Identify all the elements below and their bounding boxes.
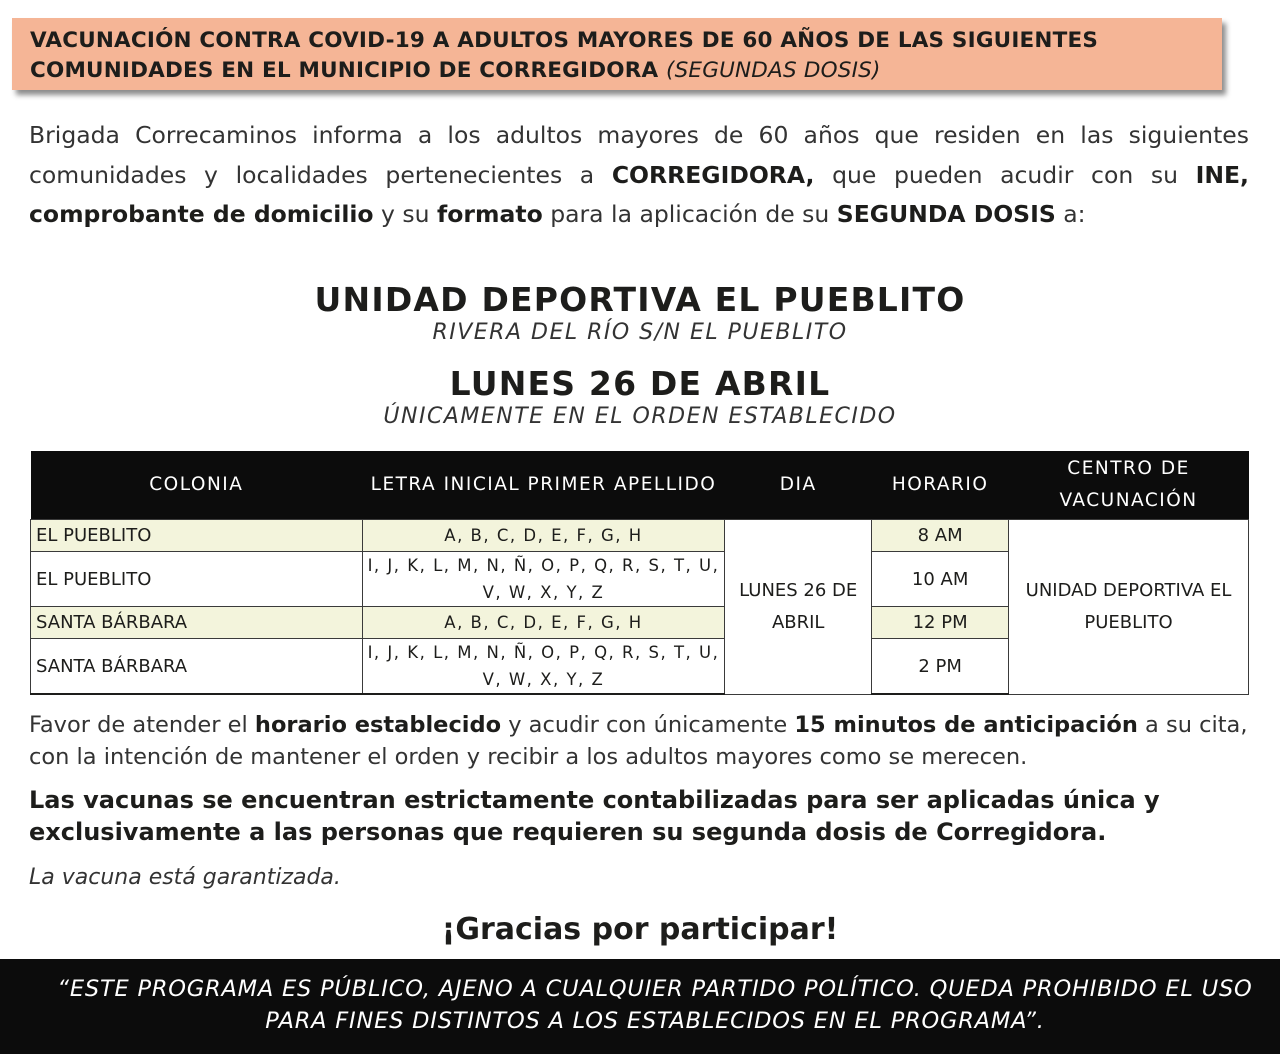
intro-text: que pueden acudir con su bbox=[814, 160, 1196, 189]
intro-bold-documents: INE, comprobante de domicilio bbox=[29, 160, 1249, 228]
schedule-table bbox=[30, 451, 1249, 695]
notice-text: Favor de atender el bbox=[29, 712, 255, 738]
header-horario: HORARIO bbox=[872, 451, 1009, 520]
cell-letras: I, J, K, L, M, N, Ñ, O, P, Q, R, S, T, U, V, W, X, Y, Z bbox=[362, 639, 725, 695]
title-bold: VACUNACIÓN CONTRA COVID-19 A ADULTOS MAYORES DE 60 AÑOS DE LAS SIGUIENTES COMUNIDADES EN EL MUNICIPIO DE CORREGIDORA bbox=[30, 28, 1099, 83]
notice-bold-minutes: 15 minutos de anticipación bbox=[794, 712, 1138, 738]
footer-bar bbox=[0, 959, 1280, 1054]
cell-centro: UNIDAD DEPORTIVA EL PUEBLITO bbox=[1009, 520, 1249, 695]
venue-name: UNIDAD DEPORTIVA EL PUEBLITO bbox=[314, 280, 966, 319]
intro-bold-dose: SEGUNDA DOSIS bbox=[836, 200, 1056, 228]
intro-text: y su bbox=[373, 200, 438, 228]
intro-bold-format: formato bbox=[437, 200, 543, 228]
notice-paragraph bbox=[29, 709, 1251, 773]
intro-text: a: bbox=[1055, 200, 1086, 228]
footer-disclaimer: “ESTE PROGRAMA ES PÚBLICO, AJENO A CUALQUIER PARTIDO POLÍTICO. QUEDA PROHIBIDO EL USO PARA FINES DISTINTOS A LOS ESTABLECIDOS EN EL PROGRAMA”. bbox=[57, 976, 1253, 1034]
order-note: ÚNICAMENTE EN EL ORDEN ESTABLECIDO bbox=[383, 404, 897, 429]
header-dia: DIA bbox=[725, 451, 872, 520]
header-colonia: COLONIA bbox=[31, 451, 363, 520]
header-centro: CENTRO DE VACUNACIÓN bbox=[1009, 451, 1249, 520]
notice-text: y acudir con únicamente bbox=[501, 712, 795, 738]
event-date: LUNES 26 DE ABRIL bbox=[449, 364, 831, 403]
cell-letras: A, B, C, D, E, F, G, H bbox=[362, 520, 725, 552]
cell-horario: 2 PM bbox=[872, 639, 1009, 695]
cell-colonia: SANTA BÁRBARA bbox=[31, 607, 363, 639]
notice-text: a su cita, con la intención de mantener el orden y recibir a los adultos mayores como se merecen. bbox=[29, 712, 1248, 770]
cell-colonia: EL PUEBLITO bbox=[31, 520, 363, 552]
intro-text: para la aplicación de su bbox=[542, 200, 837, 228]
cell-letras: A, B, C, D, E, F, G, H bbox=[362, 607, 725, 639]
cell-colonia: EL PUEBLITO bbox=[31, 552, 363, 607]
cell-dia: LUNES 26 DE ABRIL bbox=[725, 520, 872, 695]
notice-bold-schedule: horario establecido bbox=[254, 712, 502, 738]
table-row bbox=[31, 520, 1249, 552]
cell-horario: 12 PM bbox=[872, 607, 1009, 639]
warning-paragraph: Las vacunas se encuentran estrictamente contabilizadas para ser aplicadas única y exclusivamente a las personas que requieren su segunda dosis de Corregidora. bbox=[29, 786, 1160, 846]
intro-bold-municipality: CORREGIDORA, bbox=[611, 160, 815, 189]
title-subtitle: (SEGUNDAS DOSIS) bbox=[666, 58, 881, 83]
table-header-row bbox=[31, 451, 1249, 520]
cell-horario: 8 AM bbox=[872, 520, 1009, 552]
intro-text: Brigada Correcaminos informa a los adultos mayores de 60 años que residen en las siguientes comunidades y localidades pertenecientes a bbox=[29, 121, 1249, 189]
intro-paragraph bbox=[29, 116, 1249, 235]
guarantee-note: La vacuna está garantizada. bbox=[29, 865, 341, 890]
thanks-heading: ¡Gracias por participar! bbox=[441, 912, 839, 947]
title-text bbox=[30, 26, 1220, 86]
header-letra: LETRA INICIAL PRIMER APELLIDO bbox=[362, 451, 725, 520]
cell-colonia: SANTA BÁRBARA bbox=[31, 639, 363, 695]
venue-address: RIVERA DEL RÍO S/N EL PUEBLITO bbox=[432, 320, 848, 345]
cell-horario: 10 AM bbox=[872, 552, 1009, 607]
cell-letras: I, J, K, L, M, N, Ñ, O, P, Q, R, S, T, U, V, W, X, Y, Z bbox=[362, 552, 725, 607]
